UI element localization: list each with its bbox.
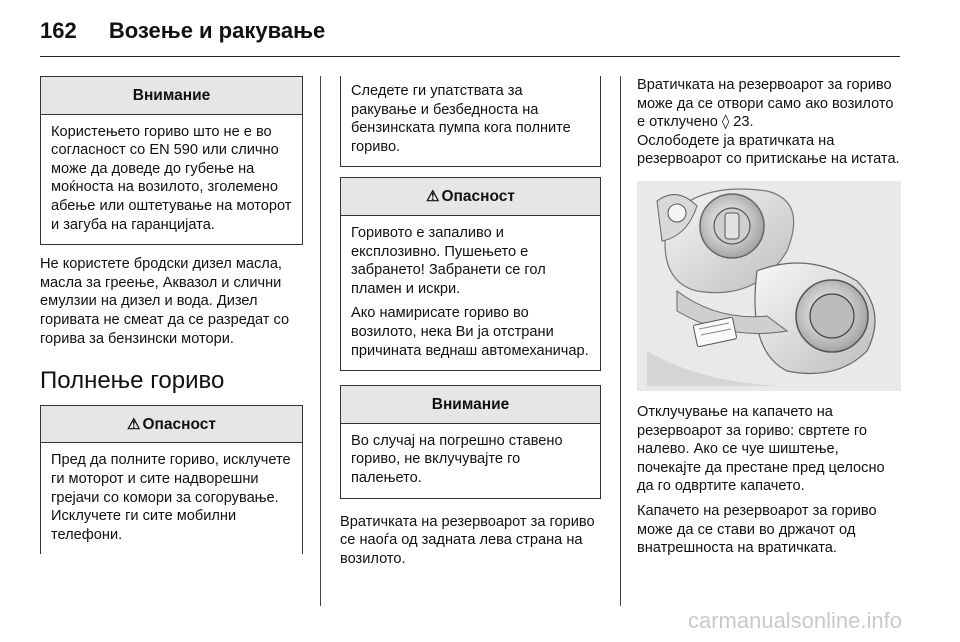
diesel-paragraph: Не користете бродски дизел масла, масла за греење, Аквазол и слични емулзии на дизел и вода. Дизел горивата не смеат да се разредат со горива за бензински мотори. [40,256,290,347]
page-reference[interactable]: 23. [733,114,754,131]
cap-holder-paragraph: Капачето на резервоарот за гориво може да се стави во држачот од внатрешноста на вратичката. [637,502,877,557]
warning-triangle-icon: ⚠ [426,188,440,206]
caution-box-2 [340,385,601,498]
caution-text: Користењето гориво што не е во согласност со EN 590 или слично може да доведе до губење на моќноста на возилото, зголемено абење или оштетување на моторот и загуба на гаранцијата. [51,123,292,233]
section-title: Полнење гориво [40,367,225,395]
unlock-cap-paragraph: Отклучување на капачето на резервоарот за гориво: свртете го налево. Ако се чуе шиштење, почекајте да престане пред целосно да го одвртите капачето. [637,403,885,495]
danger-box-1-continued [340,76,601,167]
column-divider-1 [320,76,321,606]
danger-box-1 [40,405,303,555]
danger-text-2b: Ако намирисате гориво во возилото, нека Ви ја отстрани причината веднаш автомеханичар. [351,305,589,359]
fuel-door-location-paragraph: Вратичката на резервоарот за гориво се наоѓа од задната лева страна на возилото. [340,513,595,567]
danger-heading-1: ⚠ Опасност [41,406,302,444]
caution-text-2: Во случај на погрешно ставено гориво, не вклучувајте го палењето. [351,432,563,486]
page-title: Возење и ракување [108,18,326,43]
fuel-door-open-paragraph: Вратичката на резервоарот за гориво може да се отвори само ако возилото е отклучено ◊ 23. Ослободете ја вратичката на резервоарот со притискање на истата. [637,77,900,168]
column-2 [340,76,601,568]
caution-heading-2: Внимание [341,386,600,424]
page-header [40,18,325,44]
column-divider-2 [620,76,621,606]
danger-text-1: Пред да полните гориво, исклучете ги моторот и сите надворешни грејачи со комори за согорување. Исклучете ги сите мобилни телефони. [51,452,291,543]
column-1 [40,76,303,554]
danger-box-2 [340,177,601,371]
danger-text-1-continued: Следете ги упатствата за ракување и безбедноста на бензинската пумпа кога полните гориво. [351,83,571,155]
warning-triangle-icon: ⚠ [127,415,141,433]
header-rule [40,56,900,57]
watermark: carmanualsonline.info [687,608,902,633]
danger-text-2a: Горивото е запаливо и експлозивно. Пушењето е забрането! Забранети се гол пламен и искри. [351,224,546,297]
fuel-cap-illustration [637,181,901,391]
right-triangle-reference-icon: ◊ [721,113,730,131]
danger-heading-2: ⚠ Опасност [341,178,600,216]
caution-box [40,76,303,245]
caution-heading: Внимание [41,77,302,115]
column-3 [637,76,903,558]
page-number: 162 [40,18,77,43]
fuel-cap-drawing [637,181,901,391]
